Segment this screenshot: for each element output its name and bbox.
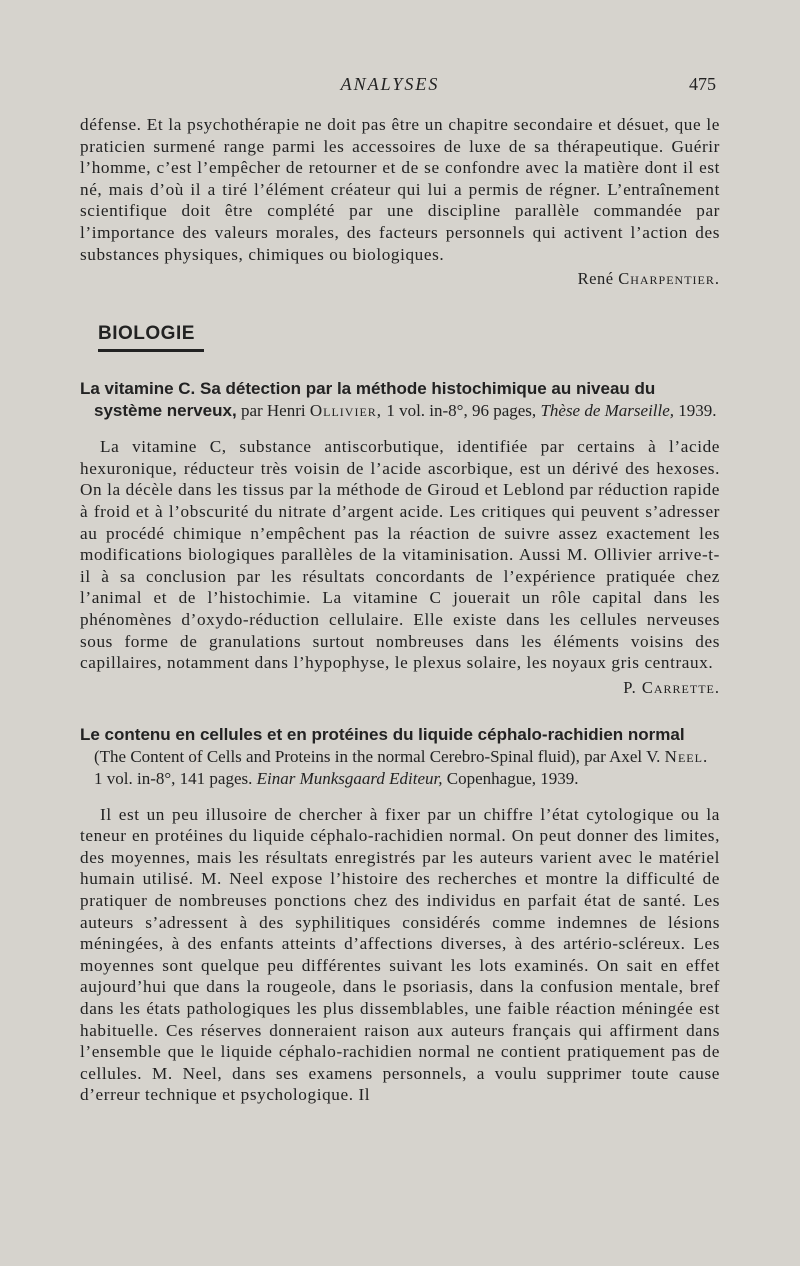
review2-paragraph: Il est un peu illusoire de chercher à fixer par un chiffre l’état cytologique ou la teneur en protéines du liquide céphalo-rachidien normal. On peut donner des limites, des moyennes, mais les résultats enregistrés par les auteurs varient avec le matériel humain utilisé. M. Neel expose l’histoire des recherches et montre la difficulté de pratiquer de nombreuses ponctions chez des individus en parfait état de santé. Les auteurs s’adressent à des syphilitiques considérés comme indemnes de lésions méningées, à des enfants atteints d’affections diverses, à des artério-scléreux. Les moyennes sont quelque peu différentes suivant les lots examinés. On sait en effet aujourd’hui que dans la rougeole, dans le psoriasis, dans la confusion mentale, bref dans les états pathologiques les plus dissemblables, une faible réaction méningée est habituelle. Ces réserves donneraient raison aux auteurs français qui affirment dans l’ensemble que le liquide céphalo-rachidien normal ne contient pratiquement pas de cellules. M. Neel, dans ses examens personnels, a voulu supprimer toute cause d’erreur technique et psychologique. Il	[80, 804, 720, 1105]
review2-pub: 1 vol. in-8°, 141 pages.	[94, 768, 253, 788]
intro-signature	[80, 269, 720, 289]
review1-author: Ollivier,	[309, 401, 383, 421]
review1-signature: P. Carrette.	[623, 677, 720, 697]
review1-paragraph: La vitamine C, substance antiscorbutique, identifiée par certains à l’acide hexuronique, réducteur très voisin de l’acide ascorbique, est un dérivé des hexoses. On la décèle dans les tissus par la méthode de Giroud et Leblond par réduction rapide à froid et à l’obscurité du nitrate d’argent acide. Les critiques qui peuvent s’adresser au procédé chimique n’empêchent pas la réaction de suivre assez exactement les modifications biologiques parallèles de la vitaminisation. Aussi M. Ollivier arrive-t-il à sa conclusion par les résultats concordants de l’expérience pratiquée chez l’animal et de l’histochimie. La vitamine C jouerait un rôle capital dans les phénomènes d’oxydo-réduction cellulaire. Elle existe dans les cellules nerveuses sous forme de granulations surtout nombreuses dans les éléments voisins des capillaires, notamment dans l’hypophyse, le plexus solaire, les noyaux gris centraux.	[80, 437, 720, 673]
running-title: ANALYSES	[340, 74, 440, 94]
review1-pub: 1 vol. in-8°, 96 pages,	[386, 401, 537, 421]
page-content	[80, 114, 720, 1106]
section-title: BIOLOGIE	[98, 323, 195, 345]
review1-heading	[80, 378, 720, 422]
signature-last-name: Charpentier.	[618, 269, 720, 289]
review2-title: Le contenu en cellules et en protéines du liquide céphalo-rachidien normal	[80, 724, 685, 744]
review2-english-title: (The Content of Cells and Proteins in the normal Cerebro-Spinal fluid), par Axel V.	[94, 746, 661, 766]
review2-place-year: Copenhague, 1939.	[446, 768, 579, 788]
review1-by: par Henri	[240, 401, 306, 421]
intro-paragraph: défense. Et la psychothérapie ne doit pas être un chapitre secondaire et désuet, que le praticien surmené range parmi les accessoires de luxe de sa thérapeutique. Guérir l’homme, c’est l’empêcher de retourner et de se confondre avec la matière dont il est né, mais d’où il a tiré l’élément créateur qui lui a permis de régner. L’entraînement scientifique doit être complété par une discipline parallèle commandée par l’importance des valeurs morales, des facteurs personnels qui activent l’action des substances physiques, chimiques ou biologiques.	[80, 115, 720, 264]
review2-author: Neel.	[664, 746, 709, 766]
signature-first-name: René	[577, 269, 614, 289]
review1-title: La vitamine C. Sa détection par la méthode histochimique au niveau du système nerveux,	[80, 379, 656, 421]
review2-pub-italic: Einar Munksgaard Editeur,	[256, 768, 443, 788]
section-underline	[98, 349, 204, 352]
review1-pub-italic: Thèse de Marseille,	[540, 401, 675, 421]
review2-heading	[80, 724, 720, 790]
running-head	[0, 74, 800, 98]
review1-year: 1939.	[678, 401, 717, 421]
page-number: 475	[689, 74, 716, 94]
